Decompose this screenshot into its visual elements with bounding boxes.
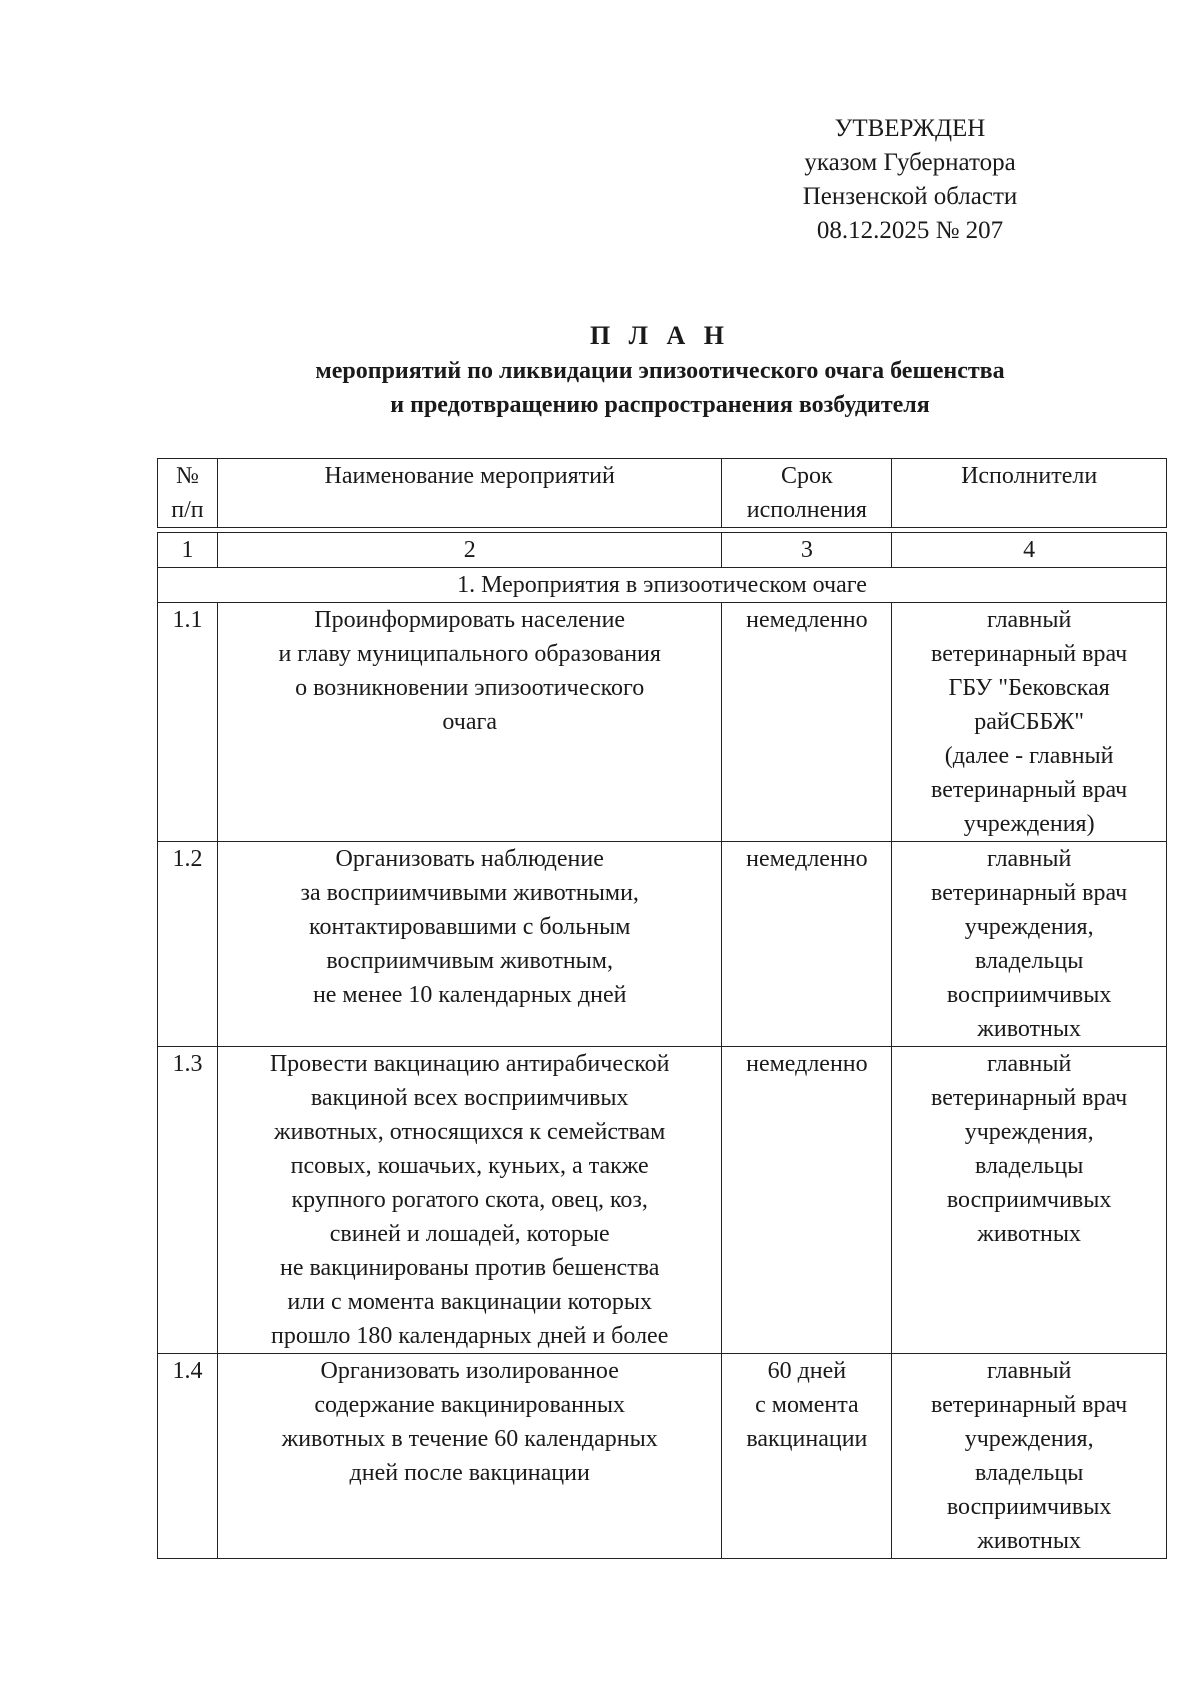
plan-subtitle-line: и предотвращению распространения возбудителя [390,392,930,418]
cell-text-line: владельцы [974,1153,1084,1179]
table-row [158,1354,1167,1559]
cell-text-line: псовых, кошачьих, куньих, а также [290,1153,649,1179]
row-deadline-cell [722,1354,892,1559]
cell-text-line: немедленно [746,1051,868,1077]
table-row [158,603,1167,842]
header-text: Наименование мероприятий [324,463,615,489]
cell-text-line: владельцы [974,1460,1084,1486]
header-cell-action [217,459,722,528]
row-action-cell [217,603,722,842]
cell-text-line: очага [442,709,497,735]
cell-text-line: не менее 10 календарных дней [312,982,627,1008]
cell-text-line: учреждения, [964,1119,1094,1145]
cell-text-line: или с момента вакцинации которых [287,1289,652,1315]
cell-text-line: ветеринарный врач [931,1392,1128,1418]
cell-text-line: Организовать изолированное [320,1358,619,1384]
plan-table [157,458,1167,1559]
header-text: п/п [171,497,204,523]
header-cell-executors [892,459,1167,528]
row-number-cell: 1.4 [158,1354,218,1559]
cell-text-line: ГБУ "Бековская [948,675,1110,701]
cell-text-line: учреждения, [964,914,1094,940]
row-executors-cell [892,1047,1167,1354]
row-executors-cell [892,603,1167,842]
row-action-cell [217,1047,722,1354]
cell-text-line: животных в течение 60 календарных [281,1426,658,1452]
cell-text-line: прошло 180 календарных дней и более [271,1323,669,1349]
cell-text-line: ветеринарный врач [931,777,1128,803]
section-title: 1. Мероприятия в эпизоотическом очаге [158,568,1167,603]
table-header-row [158,459,1167,528]
cell-text-line: немедленно [746,607,868,633]
approval-line: Пензенской области [802,183,1018,210]
plan-subtitle-line: мероприятий по ликвидации эпизоотического очага бешенства [315,358,1005,384]
cell-text-line: животных, относящихся к семействам [274,1119,666,1145]
cell-text-line: учреждения) [963,811,1095,837]
row-number-cell: 1.2 [158,842,218,1047]
cell-text-line: райСББЖ" [974,709,1085,735]
cell-text-line: животных [977,1221,1081,1247]
cell-text-line: животных [977,1016,1081,1042]
plan-heading: П Л А Н [589,321,731,350]
section-row [158,568,1167,603]
cell-text-line: и главу муниципального образования [278,641,661,667]
column-number-row [158,533,1167,568]
cell-text-line: за восприимчивыми животными, [300,880,639,906]
row-action-cell [217,842,722,1047]
row-number-cell: 1.1 [158,603,218,842]
cell-text-line: восприимчивых [946,982,1112,1008]
table-row [158,1047,1167,1354]
cell-text-line: 60 дней [767,1358,847,1384]
column-number: 4 [892,533,1167,568]
cell-text-line: главный [986,1358,1072,1384]
cell-text-line: (далее - главный [944,743,1114,769]
cell-text-line: немедленно [746,846,868,872]
header-text: исполнения [746,497,867,523]
cell-text-line: Провести вакцинацию антирабической [269,1051,670,1077]
cell-text-line: восприимчивых [946,1494,1112,1520]
header-cell-deadline [722,459,892,528]
row-number-cell: 1.3 [158,1047,218,1354]
cell-text-line: Проинформировать население [314,607,626,633]
cell-text-line: главный [986,607,1072,633]
table-row [158,842,1167,1047]
row-deadline-cell [722,842,892,1047]
cell-text-line: не вакцинированы против бешенства [280,1255,660,1281]
column-number: 1 [158,533,218,568]
header-text: Исполнители [961,463,1098,489]
document-title [160,318,1160,422]
cell-text-line: ветеринарный врач [931,880,1128,906]
header-text: Срок [781,463,833,489]
header-cell-number [158,459,218,528]
column-number: 3 [722,533,892,568]
cell-text-line: ветеринарный врач [931,1085,1128,1111]
row-deadline-cell [722,603,892,842]
cell-text-line: о возникновении эпизоотического [295,675,645,701]
cell-text-line: восприимчивым животным, [326,948,613,974]
cell-text-line: содержание вакцинированных [314,1392,625,1418]
cell-text-line: восприимчивых [946,1187,1112,1213]
row-deadline-cell [722,1047,892,1354]
cell-text-line: животных [977,1528,1081,1554]
cell-text-line: вакциной всех восприимчивых [310,1085,629,1111]
row-executors-cell [892,1354,1167,1559]
approval-line: указом Губернатора [804,149,1016,176]
cell-text-line: главный [986,1051,1072,1077]
cell-text-line: контактировавшими с больным [309,914,631,940]
cell-text-line: крупного рогатого скота, овец, коз, [291,1187,648,1213]
cell-text-line: с момента [755,1392,859,1418]
row-action-cell [217,1354,722,1559]
column-number: 2 [217,533,722,568]
cell-text-line: свиней и лошадей, которые [329,1221,610,1247]
cell-text-line: учреждения, [964,1426,1094,1452]
cell-text-line: владельцы [974,948,1084,974]
cell-text-line: дней после вакцинации [349,1460,590,1486]
header-text: № [176,463,199,489]
cell-text-line: Организовать наблюдение [335,846,604,872]
cell-text-line: ветеринарный врач [931,641,1128,667]
approval-line: УТВЕРЖДЕН [834,115,986,142]
cell-text-line: вакцинации [746,1426,868,1452]
approval-line: 08.12.2025 № 207 [816,217,1004,244]
cell-text-line: главный [986,846,1072,872]
row-executors-cell [892,842,1167,1047]
approval-stamp [760,112,1060,248]
